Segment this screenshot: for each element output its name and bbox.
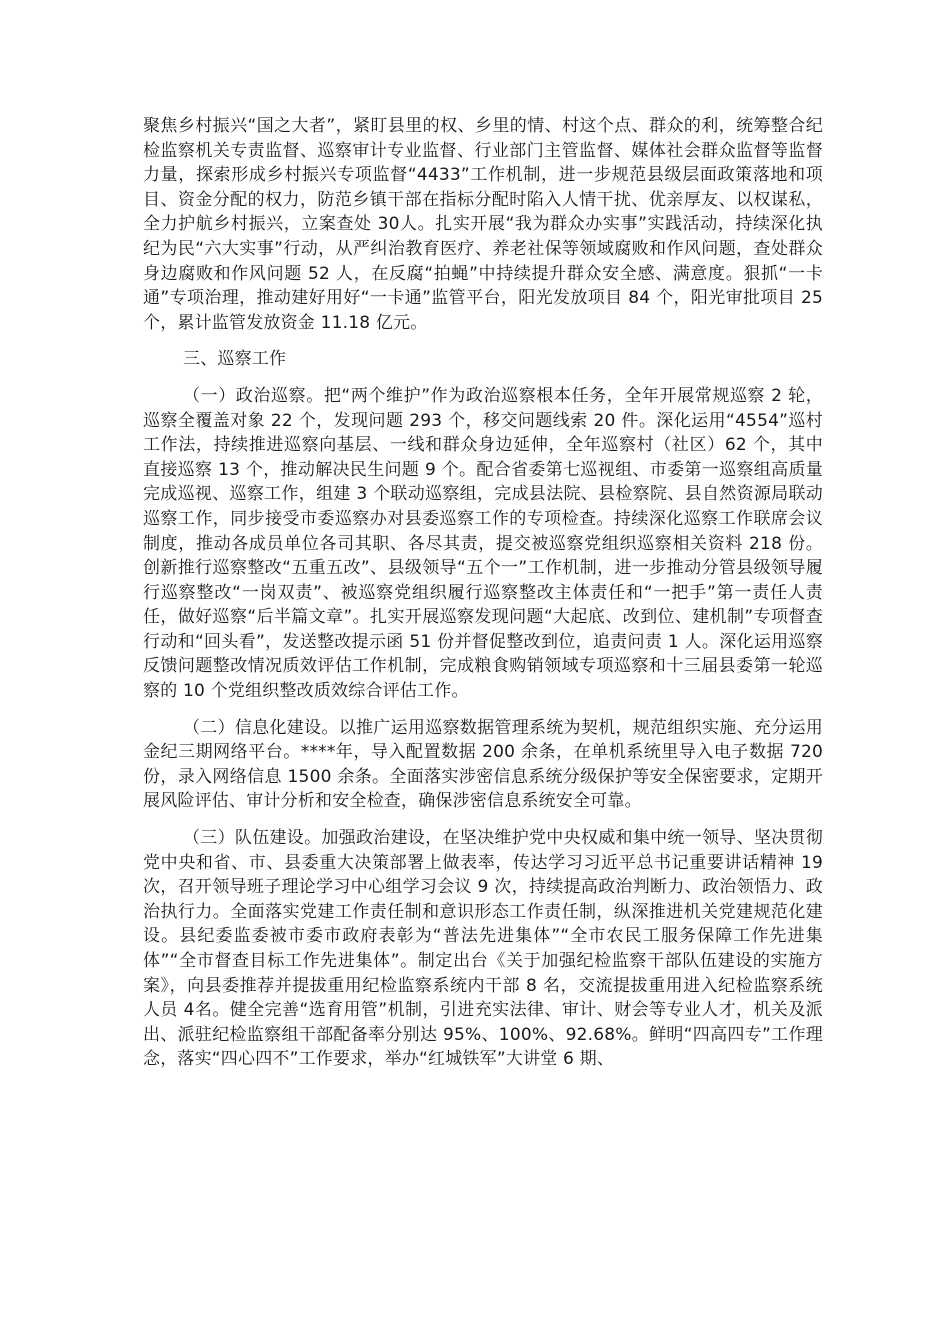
paragraph-informatization: （二）信息化建设。以推广运用巡察数据管理系统为契机，规范组织实施、充分运用金纪三期网络平台。****年，导入配置数据 200 余条，在单机系统里导入电子数据 720 份，录入网络信息 1500 余条。全面落实涉密信息系统分级保护等安全保密要求，定期开展风险评估、审计分析和安全检查，确保涉密信息系统安全可靠。 bbox=[143, 717, 823, 812]
paragraph-rural-supervision: 聚焦乡村振兴“国之大者”，紧盯县里的权、乡里的情、村这个点、群众的利，统筹整合纪检监察机关专责监督、巡察审计专业监督、行业部门主管监督、媒体社会群众监督等监督力量，探索形成乡村振兴专项监督“4433”工作机制，进一步规范县级层面政策落地和项目、资金分配的权力，防范乡镇干部在指标分配时陷入人情干扰、优亲厚友、以权谋私，全力护航乡村振兴，立案查处 30人。扎实开展“我为群众办实事”实践活动，持续深化执纪为民“六大实事”行动，从严纠治教育医疗、养老社保等领域腐败和作风问题，查处群众身边腐败和作风问题 52 人，在反腐“拍蝇”中持续提升群众安全感、满意度。狠抓“一卡通”专项治理，推动建好用好“一卡通”监管平台，阳光发放项目 84 个，阳光审批项目 25 个，累计监管发放资金 11.18 亿元。 bbox=[143, 116, 823, 333]
paragraph-team-building: （三）队伍建设。加强政治建设，在坚决维护党中央权威和集中统一领导、坚决贯彻党中央和省、市、县委重大决策部署上做表率，传达学习习近平总书记重要讲话精神 19 次，召开领导班子理论学习中心组学习会议 9 次，持续提高政治判断力、政治领悟力、政治执行力。全面落实党建工作责任制和意识形态工作责任制，纵深推进机关党建规范化建设。县纪委监委被市委市政府表彰为“普法先进集体”“全市农民工服务保障工作先进集体”“全市督查目标工作先进集体”。制定出台《关于加强纪检监察干部队伍建设的实施方案》，向县委推荐并提拔重用纪检监察系统内干部 8 名，交流提拔重用进入纪检监察系统人员 4名。健全完善“选育用管”机制，引进充实法律、审计、财会等专业人才，机关及派出、派驻纪检监察组干部配备率分别达 95%、100%、92.68%。鲜明“四高四专”工作理念，落实“四心四不”工作要求，举办“红城铁军”大讲堂 6 期、 bbox=[143, 828, 823, 1070]
section-heading-inspection: 三、巡察工作 bbox=[183, 349, 287, 370]
paragraph-political-inspection: （一）政治巡察。把“两个维护”作为政治巡察根本任务，全年开展常规巡察 2 轮，巡察全覆盖对象 22 个，发现问题 293 个，移交问题线索 20 件。深化运用“4554”巡村工作法，持续推进巡察向基层、一线和群众身边延伸，全年巡察村（社区）62 个，其中直接巡察 13 个，推动解决民生问题 9 个。配合省委第七巡视组、市委第一巡察组高质量完成巡视、巡察工作，组建 3 个联动巡察组，完成县法院、县检察院、县自然资源局联动巡察工作，同步接受市委巡察办对县委巡察工作的专项检查。持续深化巡察工作联席会议制度，推动各成员单位各司其职、各尽其责，提交被巡察党组织巡察相关资料 218 份。创新推行巡察整改“五重五改”、县级领导“五个一”工作机制，进一步推动分管县级领导履行巡察整改“一岗双责”、被巡察党组织履行巡察整改主体责任和“一把手”第一责任人责任，做好巡察“后半篇文章”。扎实开展巡察发现问题“大起底、改到位、建机制”专项督查行动和“回头看”，发送整改提示函 51 份并督促整改到位，追责问责 1 人。深化运用巡察反馈问题整改情况质效评估工作机制，完成粮食购销领域专项巡察和十三届县委第一轮巡察的 10 个党组织整改质效综合评估工作。 bbox=[143, 385, 823, 702]
document-page bbox=[143, 114, 823, 1084]
